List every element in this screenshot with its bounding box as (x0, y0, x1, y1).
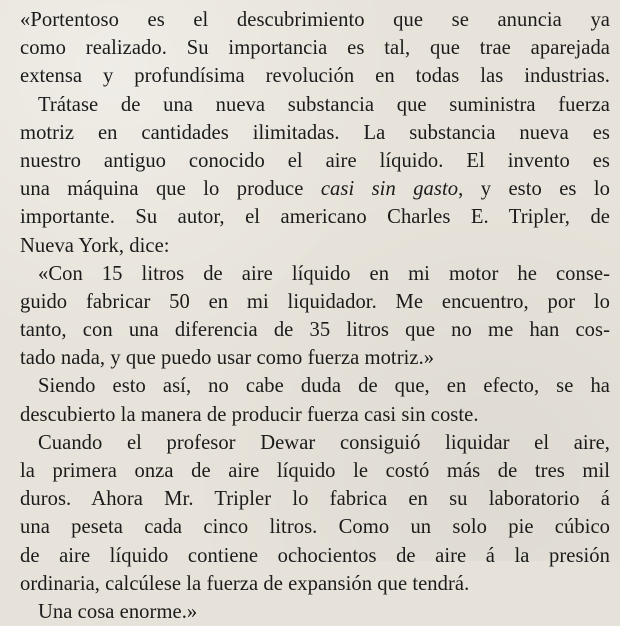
text-line-7-part-1: una máquina que lo produce (20, 178, 321, 201)
italic-phrase: casi sin gasto (320, 178, 459, 201)
text-line-14: Siendo esto así, no cabe duda de que, en efecto, se ha (38, 375, 610, 398)
text-line-10: «Con 15 litros de aire líquido en mi motor he conse- (38, 262, 610, 285)
text-line-7 (20, 175, 610, 203)
text-line-17: la primera onza de aire líquido le costó más de tres mil (20, 460, 610, 482)
text-line-1: «Portentoso es el descubrimiento que se anuncia ya (20, 9, 610, 31)
text-line-11: guido fabricar 50 en mi liquidador. Me encuentro, por lo (20, 290, 610, 313)
text-line-21: ordinaria, calcúlese la fuerza de expansión que tendrá. (20, 572, 470, 595)
text-line-20: de aire líquido contiene ochocientos de aire á la presión (20, 544, 610, 567)
text-line-22: Una cosa enorme.» (38, 600, 198, 623)
text-line-7-part-2: , y esto es lo (458, 178, 610, 201)
text-line-12: tanto, con una diferencia de 35 litros que no me han cos- (20, 319, 610, 342)
text-line-19: una peseta cada cinco litros. Como un solo pie cúbico (20, 516, 610, 539)
text-line-15: descubierto la manera de producir fuerza casi sin coste. (20, 403, 479, 426)
text-line-9: Nueva York, dice: (20, 234, 170, 257)
article-text (20, 6, 610, 626)
text-line-3: extensa y profundísima revolución en todas las industrias. (20, 65, 610, 88)
text-line-16: Cuando el profesor Dewar consiguió liquidar el aire, (38, 431, 610, 454)
text-line-6: nuestro antiguo conocido el aire líquido. El invento es (20, 149, 610, 172)
text-line-13: tado nada, y que puedo usar como fuerza motriz.» (20, 347, 435, 370)
text-line-8: importante. Su autor, el americano Charles E. Tripler, de (20, 206, 610, 229)
text-line-2: como realizado. Su importancia es tal, que trae aparejada (20, 37, 610, 60)
text-line-18: duros. Ahora Mr. Tripler lo fabrica en su laboratorio á (20, 488, 610, 511)
text-line-5: motriz en cantidades ilimitadas. La substancia nueva es (20, 121, 610, 144)
text-line-4: Trátase de una nueva substancia que suministra fuerza (38, 93, 610, 116)
